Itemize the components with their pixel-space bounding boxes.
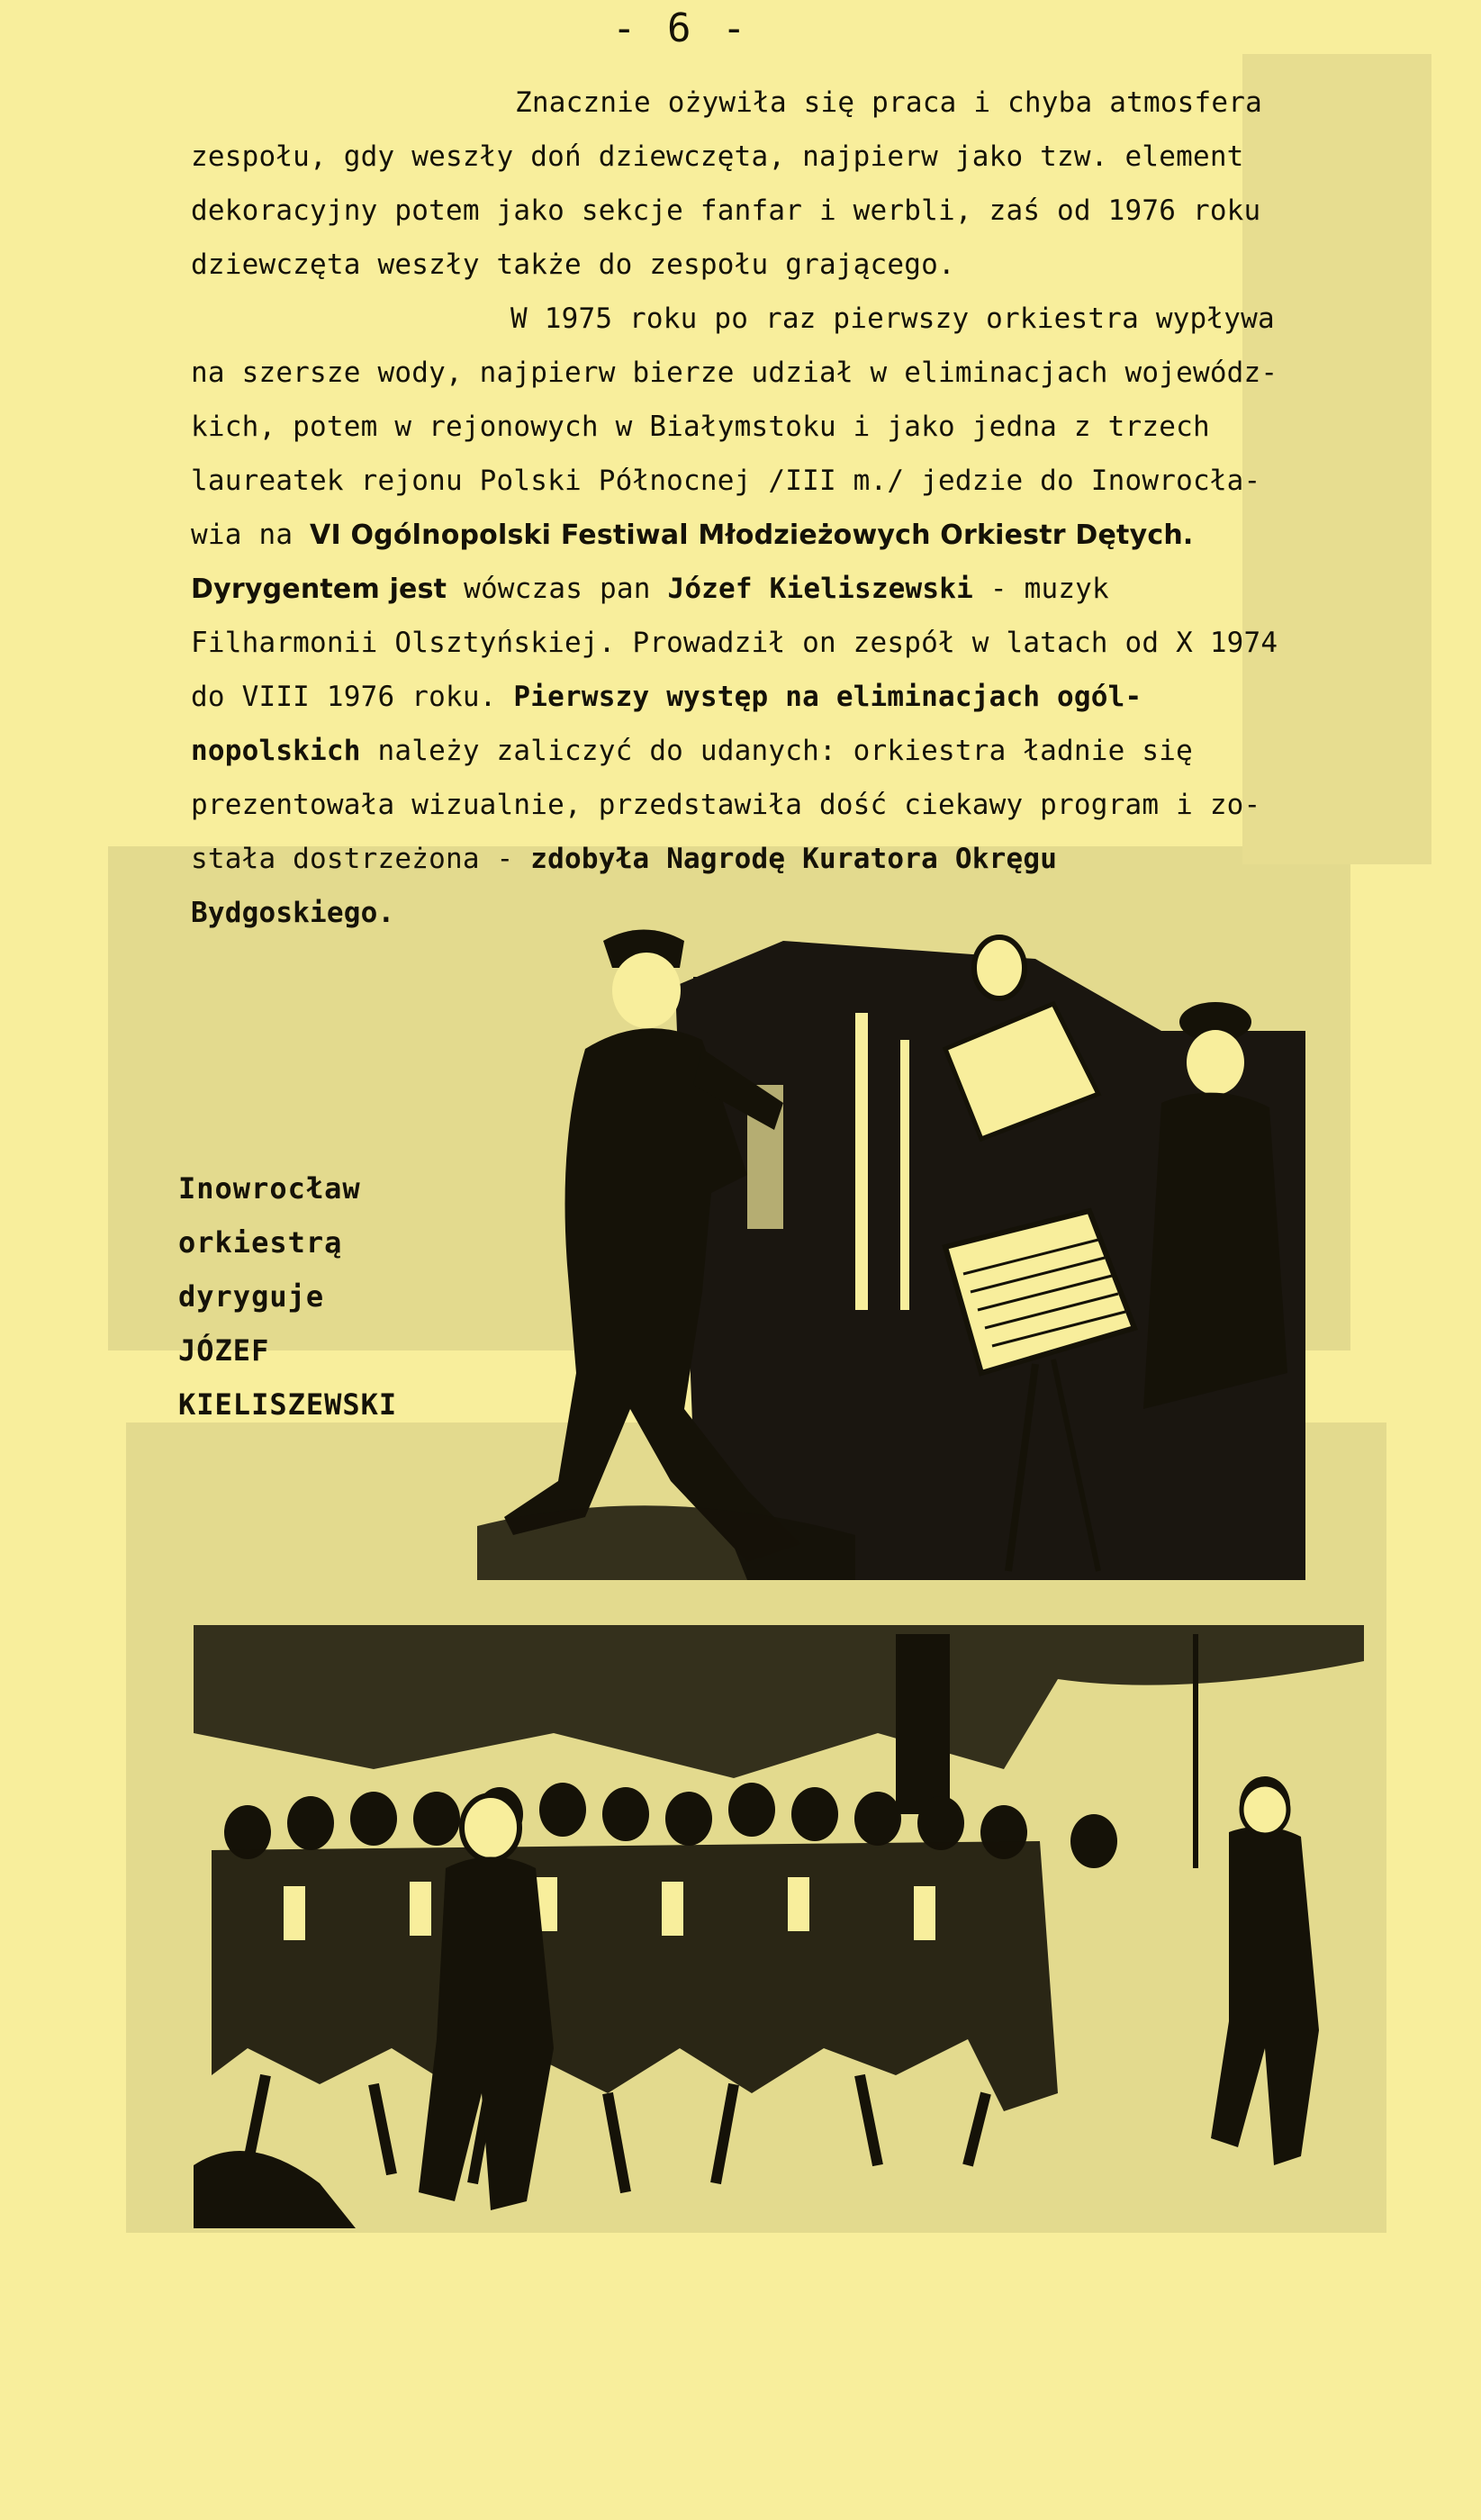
caption-line: Inowrocław <box>178 1171 361 1206</box>
text-line: dziewczęta weszły także do zespołu grającego. <box>191 248 955 281</box>
text-line <box>191 508 1325 562</box>
text-run: wia na <box>191 519 311 551</box>
page-number: - 6 - <box>612 5 750 51</box>
photo-conductor <box>477 905 1305 1580</box>
text-run-bold: nopolskich <box>191 735 361 767</box>
text-run-bold: Pierwszy występ na eliminacjach ogól- <box>513 681 1142 713</box>
text-run-bold: Bydgoskiego. <box>191 897 395 929</box>
award-name: zdobyła Nagrodę Kuratora Okręgu <box>530 843 1058 875</box>
photo-march <box>194 1625 1364 2228</box>
text-line <box>191 724 1325 778</box>
text-run: należy zaliczyć do udanych: orkiestra ładnie się <box>360 735 1193 767</box>
text-line <box>191 832 1325 886</box>
festival-name: VI Ogólnopolski Festiwal Młodzieżowych Orkiestr Dętych. <box>310 519 1194 551</box>
text-line: prezentowała wizualnie, przedstawiła dość ciekawy program i zo- <box>191 789 1261 821</box>
caption-line: dyryguje <box>178 1279 325 1314</box>
text-line <box>191 670 1325 724</box>
caption-line: KIELISZEWSKI <box>178 1387 398 1422</box>
text-line <box>191 562 1325 616</box>
text-line: Znacznie ożywiła się praca i chyba atmosfera <box>515 86 1262 119</box>
conductor-photo-image <box>477 905 1305 1580</box>
text-run-bold: Dyrygentem jest <box>191 574 447 605</box>
text-line: W 1975 roku po raz pierwszy orkiestra wypływa <box>510 303 1275 335</box>
text-line: laureatek rejonu Polski Północnej /III m./ jedzie do Inowrocła- <box>191 465 1261 497</box>
text-line: na szersze wody, najpierw bierze udział w eliminacjach wojewódz- <box>191 357 1278 389</box>
text-line: dekoracyjny potem jako sekcje fanfar i werbli, zaś od 1976 roku <box>191 194 1261 227</box>
text-line: Filharmonii Olsztyńskiej. Prowadził on zespół w latach od X 1974 <box>191 627 1278 659</box>
conductor-name: Józef Kieliszewski <box>667 573 973 605</box>
caption-line: orkiestrą <box>178 1225 343 1260</box>
text-line: kich, potem w rejonowych w Białymstoku i jako jedna z trzech <box>191 411 1210 443</box>
text-run: stała dostrzeżona - <box>191 843 531 875</box>
article-text <box>191 76 1325 940</box>
text-run: - muzyk <box>973 573 1109 605</box>
march-photo-image <box>194 1625 1364 2228</box>
caption-line: JÓZEF <box>178 1333 270 1368</box>
text-run: do VIII 1976 roku. <box>191 681 514 713</box>
photo-caption <box>178 1161 397 1432</box>
text-line: zespołu, gdy weszły doń dziewczęta, najpierw jako tzw. element <box>191 140 1244 173</box>
text-run: wówczas pan <box>447 573 668 605</box>
